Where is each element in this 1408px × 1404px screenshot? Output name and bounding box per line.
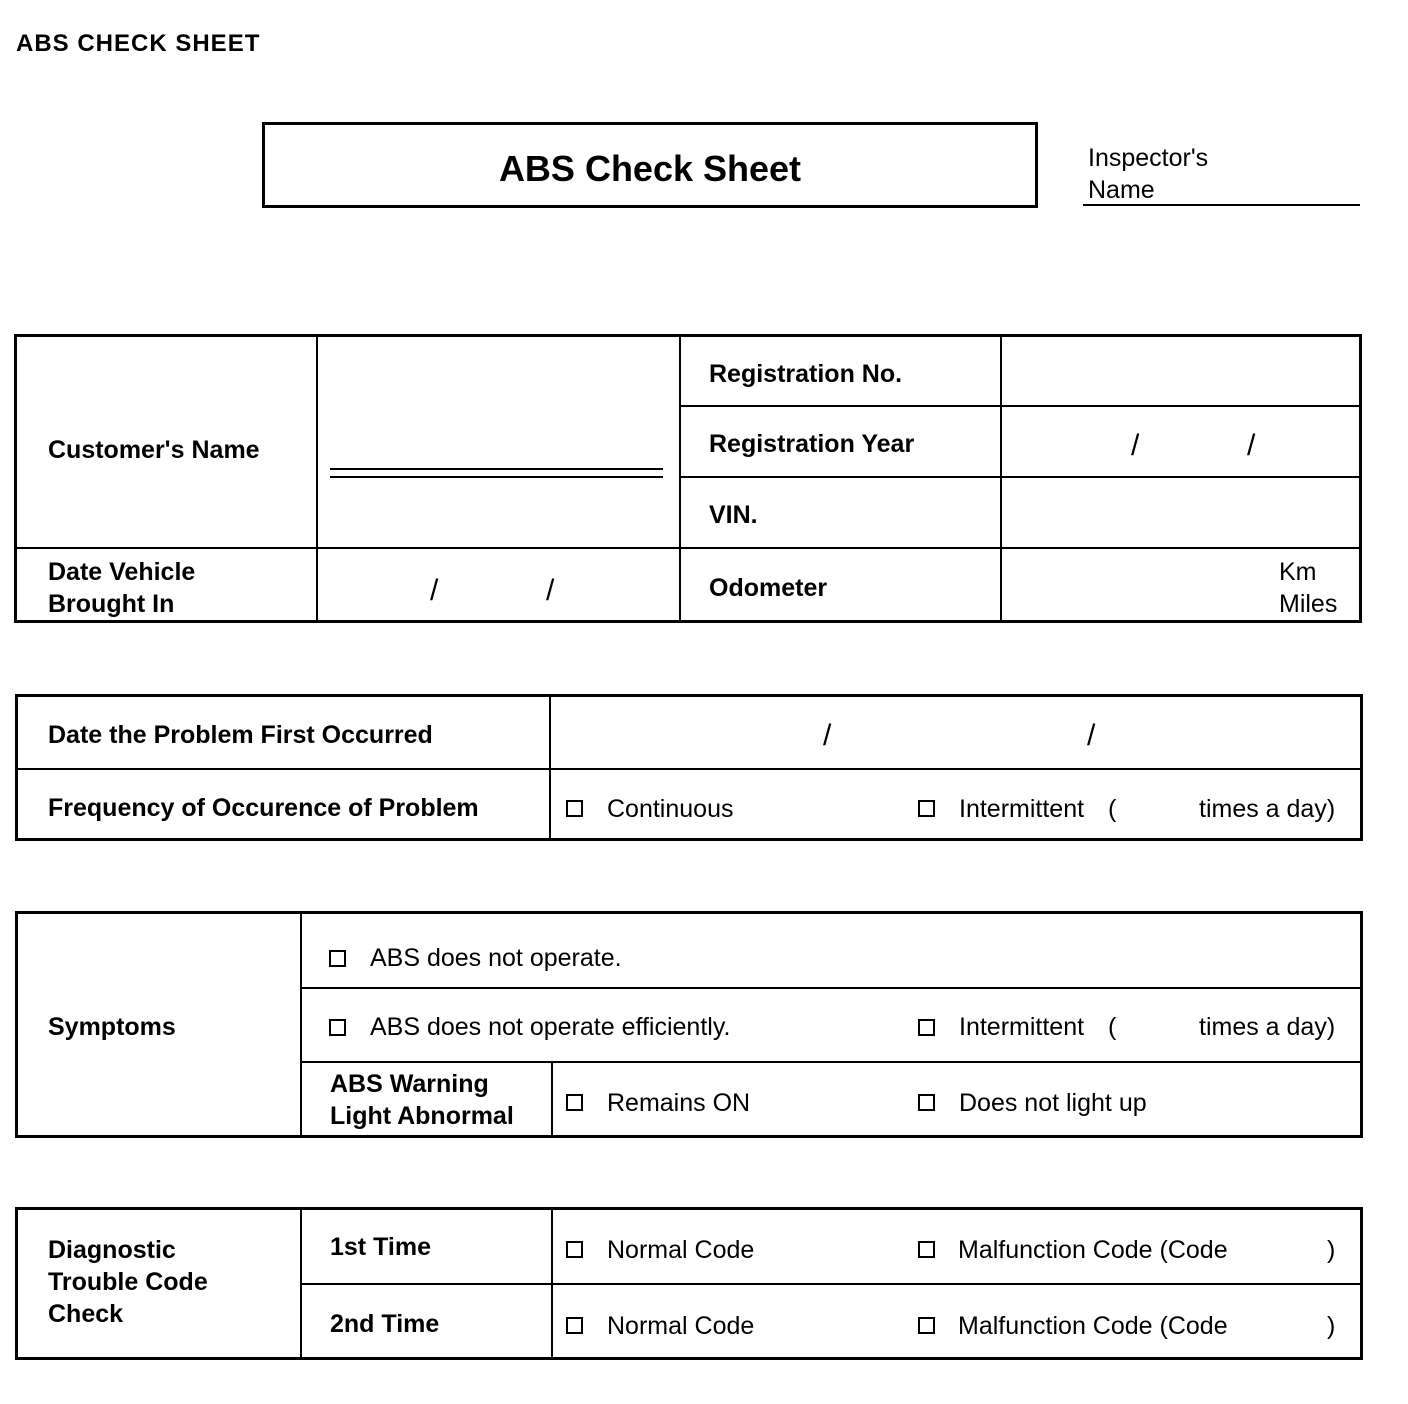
first-code-field[interactable] bbox=[1250, 1231, 1326, 1267]
registration-year-label: Registration Year bbox=[709, 430, 915, 458]
second-malfunction-code-checkbox[interactable] bbox=[918, 1317, 935, 1334]
does-not-light-label: Does not light up bbox=[959, 1089, 1147, 1117]
abs-not-efficient-checkbox[interactable] bbox=[329, 1019, 346, 1036]
times-a-day-label: times a day) bbox=[1199, 795, 1336, 823]
customer-name-label: Customer's Name bbox=[48, 436, 260, 464]
customer-name-field[interactable] bbox=[330, 468, 663, 478]
warning-light-label-line1: ABS Warning bbox=[330, 1070, 489, 1098]
first-normal-code-checkbox[interactable] bbox=[566, 1241, 583, 1258]
date-first-occurred-label: Date the Problem First Occurred bbox=[48, 721, 433, 749]
inspector-name-field[interactable] bbox=[1083, 204, 1360, 206]
continuous-option-label: Continuous bbox=[607, 795, 734, 823]
dtc-label-line2: Trouble Code bbox=[48, 1268, 208, 1296]
dtc-label-line1: Diagnostic bbox=[48, 1236, 176, 1264]
inspector-label-line2: Name bbox=[1088, 176, 1155, 204]
second-normal-code-checkbox[interactable] bbox=[566, 1317, 583, 1334]
frequency-label: Frequency of Occurence of Problem bbox=[48, 794, 479, 822]
sheet-header-label: ABS CHECK SHEET bbox=[16, 30, 261, 57]
abs-not-operate-checkbox[interactable] bbox=[329, 950, 346, 967]
page-title: ABS Check Sheet bbox=[498, 148, 802, 189]
symptom-times-a-day-label: times a day) bbox=[1199, 1013, 1336, 1041]
first-time-label: 1st Time bbox=[330, 1233, 431, 1261]
date-separator: / bbox=[1131, 429, 1140, 462]
abs-not-operate-label: ABS does not operate. bbox=[370, 944, 622, 972]
symptoms-label: Symptoms bbox=[48, 1013, 176, 1041]
intermittent-option-label: Intermittent bbox=[959, 795, 1085, 823]
remains-on-label: Remains ON bbox=[607, 1089, 751, 1117]
second-malfunction-code-label: Malfunction Code (Code bbox=[958, 1312, 1228, 1340]
remains-on-checkbox[interactable] bbox=[566, 1094, 583, 1111]
close-paren: ) bbox=[1327, 1312, 1336, 1340]
date-separator: / bbox=[1087, 719, 1096, 752]
second-code-field[interactable] bbox=[1250, 1307, 1326, 1343]
symptom-times-a-day-field[interactable] bbox=[1124, 1008, 1196, 1044]
date-brought-in-label-line2: Brought In bbox=[48, 590, 175, 618]
vin-label: VIN. bbox=[709, 501, 758, 529]
symptom-intermittent-checkbox[interactable] bbox=[918, 1019, 935, 1036]
odometer-field[interactable] bbox=[1004, 551, 1274, 619]
date-first-occurred-field[interactable] bbox=[553, 698, 1359, 766]
second-normal-code-label: Normal Code bbox=[607, 1312, 755, 1340]
intermittent-checkbox[interactable] bbox=[918, 800, 935, 817]
first-normal-code-label: Normal Code bbox=[607, 1236, 755, 1264]
abs-not-efficient-label: ABS does not operate efficiently. bbox=[370, 1013, 731, 1041]
first-malfunction-code-label: Malfunction Code (Code bbox=[958, 1236, 1228, 1264]
continuous-checkbox[interactable] bbox=[566, 800, 583, 817]
times-a-day-field[interactable] bbox=[1124, 790, 1196, 826]
vin-field[interactable] bbox=[1004, 479, 1358, 546]
title-box bbox=[262, 122, 1038, 208]
close-paren: ) bbox=[1327, 1236, 1336, 1264]
inspector-label-line1: Inspector's bbox=[1088, 144, 1209, 172]
symptom-intermittent-label: Intermittent bbox=[959, 1013, 1085, 1041]
odometer-label: Odometer bbox=[709, 574, 828, 602]
date-separator: / bbox=[1247, 429, 1256, 462]
odometer-unit-km: Km bbox=[1279, 558, 1317, 586]
date-brought-in-label-line1: Date Vehicle bbox=[48, 558, 196, 586]
second-time-label: 2nd Time bbox=[330, 1310, 440, 1338]
registration-no-field[interactable] bbox=[1004, 338, 1358, 404]
dtc-label-line3: Check bbox=[48, 1300, 124, 1328]
first-malfunction-code-checkbox[interactable] bbox=[918, 1241, 935, 1258]
registration-no-label: Registration No. bbox=[709, 360, 903, 388]
warning-light-label-line2: Light Abnormal bbox=[330, 1102, 514, 1130]
odometer-unit-miles: Miles bbox=[1279, 590, 1338, 618]
open-paren: ( bbox=[1108, 795, 1117, 823]
registration-year-field[interactable] bbox=[1004, 408, 1358, 475]
open-paren: ( bbox=[1108, 1013, 1117, 1041]
date-separator: / bbox=[430, 574, 439, 607]
date-separator: / bbox=[546, 574, 555, 607]
date-separator: / bbox=[823, 719, 832, 752]
date-brought-in-field[interactable] bbox=[320, 551, 677, 619]
does-not-light-checkbox[interactable] bbox=[918, 1094, 935, 1111]
